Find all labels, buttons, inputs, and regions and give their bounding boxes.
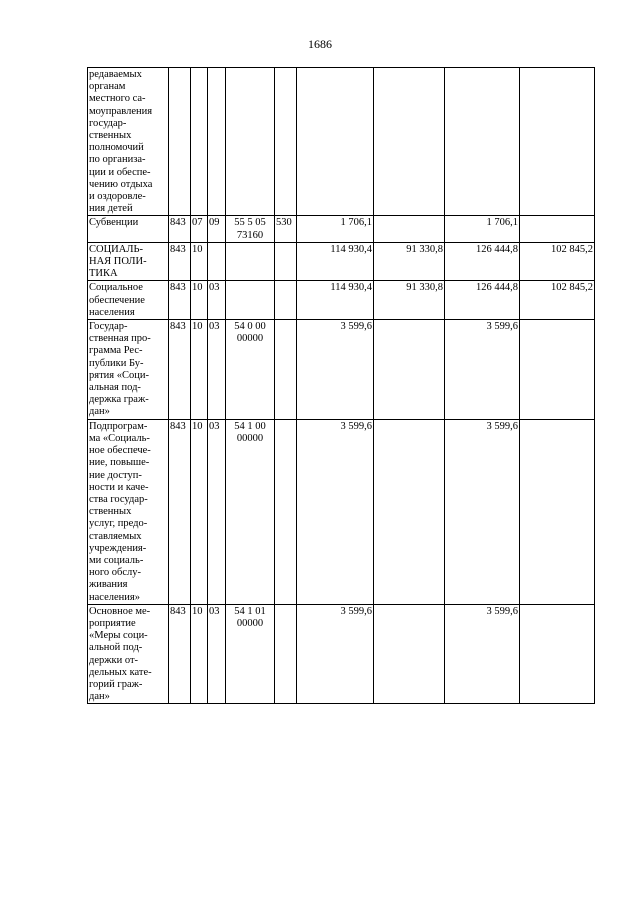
row-name-line: рятия «Соци- <box>89 369 149 381</box>
row-name-line: услуг, предо- <box>89 518 148 530</box>
row-expense-type-cell <box>275 68 297 216</box>
row-target-article-cell <box>226 419 275 604</box>
row-name-line: моуправления <box>89 105 153 117</box>
row-name-line: Основное ме- <box>89 605 151 617</box>
row-name-line: СОЦИАЛЬ- <box>89 243 143 255</box>
row-value-4-cell: 102 845,2 <box>520 242 595 281</box>
row-target-article-line: 00000 <box>236 617 264 629</box>
row-name-line: публики Бу- <box>89 357 144 369</box>
row-name-line: Подпрограм- <box>89 420 148 432</box>
row-value-3-cell: 3 599,6 <box>445 419 520 604</box>
row-value-4-cell <box>520 604 595 704</box>
row-name-line: ного обслу- <box>89 567 142 579</box>
row-value-3-cell: 126 444,8 <box>445 242 520 281</box>
row-name-cell <box>88 604 169 704</box>
row-name-line: НАЯ ПОЛИ- <box>89 256 147 268</box>
row-subsection-cell: 09 <box>208 216 226 242</box>
row-value-3-cell: 126 444,8 <box>445 281 520 320</box>
row-value-2-cell <box>374 604 445 704</box>
row-name-line: альная под- <box>89 382 141 394</box>
row-name-line: дельных кате- <box>89 666 152 678</box>
row-value-2-cell <box>374 320 445 420</box>
row-name-line: чению отдыха <box>89 178 153 190</box>
row-subsection-cell: 03 <box>208 281 226 320</box>
row-target-article-line: 54 1 00 <box>234 420 266 432</box>
row-name-line: редаваемых <box>89 69 142 80</box>
row-value-3-cell: 3 599,6 <box>445 604 520 704</box>
row-value-3-cell <box>445 68 520 216</box>
row-name-cell <box>88 216 169 242</box>
row-name-line: государ- <box>89 117 127 129</box>
row-expense-type-cell: 530 <box>275 216 297 242</box>
row-name-cell <box>88 281 169 320</box>
row-value-2-cell <box>374 68 445 216</box>
row-code-cell: 843 <box>169 216 191 242</box>
row-name-line: держка граж- <box>89 394 149 406</box>
row-value-2-cell: 91 330,8 <box>374 281 445 320</box>
row-name-line: дан» <box>89 691 110 703</box>
row-target-article-cell <box>226 281 275 320</box>
row-name-line: Государ- <box>89 321 128 333</box>
table-row <box>88 419 595 604</box>
row-code-cell: 843 <box>169 320 191 420</box>
row-name-line: по организа- <box>89 154 146 166</box>
row-target-article-line: 00000 <box>236 333 264 345</box>
row-name-line: ности и каче- <box>89 481 149 493</box>
row-target-article-cell <box>226 242 275 281</box>
row-name-line: ственных <box>89 506 132 518</box>
table-row <box>88 216 595 242</box>
row-name-line: ное обеспече- <box>89 445 151 457</box>
row-name-line: органам <box>89 81 126 93</box>
row-expense-type-cell <box>275 320 297 420</box>
row-name-line: роприятие <box>89 617 136 629</box>
row-name-line: ми социаль- <box>89 554 144 566</box>
row-name-line: ставляемых <box>89 530 142 542</box>
row-name-line: ства государ- <box>89 493 148 505</box>
row-name-line: альной под- <box>89 642 143 654</box>
row-name-line: ма «Социаль- <box>89 432 150 444</box>
row-value-1-cell: 3 599,6 <box>297 419 374 604</box>
row-section-cell: 10 <box>191 320 208 420</box>
row-target-article-line: 55 5 05 <box>234 217 266 229</box>
row-code-cell: 843 <box>169 242 191 281</box>
row-name-line: и оздоровле- <box>89 191 146 203</box>
row-value-1-cell: 1 706,1 <box>297 216 374 242</box>
row-name-line: держки от- <box>89 654 139 666</box>
row-name-line: ния детей <box>89 203 133 215</box>
table-row <box>88 68 595 216</box>
row-name-cell <box>88 320 169 420</box>
row-name-line: ТИКА <box>89 268 118 280</box>
row-expense-type-cell <box>275 419 297 604</box>
row-name-line: полномочий <box>89 142 144 154</box>
row-value-3-cell: 1 706,1 <box>445 216 520 242</box>
table-row <box>88 281 595 320</box>
table-body <box>88 68 595 704</box>
row-section-cell <box>191 68 208 216</box>
row-target-article-line: 54 0 00 <box>234 321 266 333</box>
row-target-article-cell <box>226 320 275 420</box>
row-expense-type-cell <box>275 242 297 281</box>
row-value-4-cell <box>520 419 595 604</box>
row-name-line: ции и обеспе- <box>89 166 151 178</box>
row-name-line: обеспечение <box>89 294 145 306</box>
row-code-cell: 843 <box>169 604 191 704</box>
row-name-cell <box>88 68 169 216</box>
row-section-cell: 10 <box>191 604 208 704</box>
row-target-article-cell <box>226 68 275 216</box>
row-value-4-cell <box>520 216 595 242</box>
row-subsection-cell: 03 <box>208 419 226 604</box>
row-name-line: местного са- <box>89 93 146 105</box>
row-expense-type-cell <box>275 604 297 704</box>
row-name-line: горий граж- <box>89 678 143 690</box>
row-name-line: Субвенции <box>89 217 139 229</box>
row-subsection-cell: 03 <box>208 604 226 704</box>
row-value-4-cell <box>520 68 595 216</box>
row-name-line: ние, повыше- <box>89 457 150 469</box>
row-target-article-line: 54 1 01 <box>234 605 266 617</box>
row-target-article-line: 73160 <box>236 229 264 241</box>
row-value-1-cell <box>297 68 374 216</box>
row-value-3-cell: 3 599,6 <box>445 320 520 420</box>
row-value-1-cell: 3 599,6 <box>297 604 374 704</box>
page-number: 1686 <box>308 37 332 51</box>
row-value-4-cell <box>520 320 595 420</box>
row-name-line: «Меры соци- <box>89 630 148 642</box>
row-target-article-cell <box>226 216 275 242</box>
row-name-line: ственных <box>89 130 132 142</box>
row-section-cell: 07 <box>191 216 208 242</box>
row-subsection-cell <box>208 242 226 281</box>
row-section-cell: 10 <box>191 419 208 604</box>
table-row <box>88 320 595 420</box>
row-code-cell: 843 <box>169 419 191 604</box>
row-value-2-cell <box>374 216 445 242</box>
row-expense-type-cell <box>275 281 297 320</box>
row-name-line: населения <box>89 306 135 318</box>
row-value-2-cell <box>374 419 445 604</box>
row-value-1-cell: 3 599,6 <box>297 320 374 420</box>
row-value-2-cell: 91 330,8 <box>374 242 445 281</box>
row-name-cell <box>88 419 169 604</box>
row-value-1-cell: 114 930,4 <box>297 242 374 281</box>
row-name-line: учреждения- <box>89 542 147 554</box>
row-target-article-cell <box>226 604 275 704</box>
row-name-line: живания <box>89 579 128 591</box>
budget-table <box>87 67 595 704</box>
row-name-line: Социальное <box>89 282 143 294</box>
row-target-article-line: 00000 <box>236 432 264 444</box>
row-name-line: дан» <box>89 406 110 418</box>
row-value-1-cell: 114 930,4 <box>297 281 374 320</box>
row-code-cell: 843 <box>169 281 191 320</box>
table-row <box>88 242 595 281</box>
row-name-line: населения» <box>89 591 140 603</box>
row-value-4-cell: 102 845,2 <box>520 281 595 320</box>
row-name-line: грамма Рес- <box>89 345 143 357</box>
row-subsection-cell: 03 <box>208 320 226 420</box>
row-section-cell: 10 <box>191 242 208 281</box>
row-section-cell: 10 <box>191 281 208 320</box>
row-name-line: ние доступ- <box>89 469 142 481</box>
row-subsection-cell <box>208 68 226 216</box>
row-code-cell <box>169 68 191 216</box>
row-name-line: ственная про- <box>89 333 151 345</box>
row-name-cell <box>88 242 169 281</box>
table-row <box>88 604 595 704</box>
